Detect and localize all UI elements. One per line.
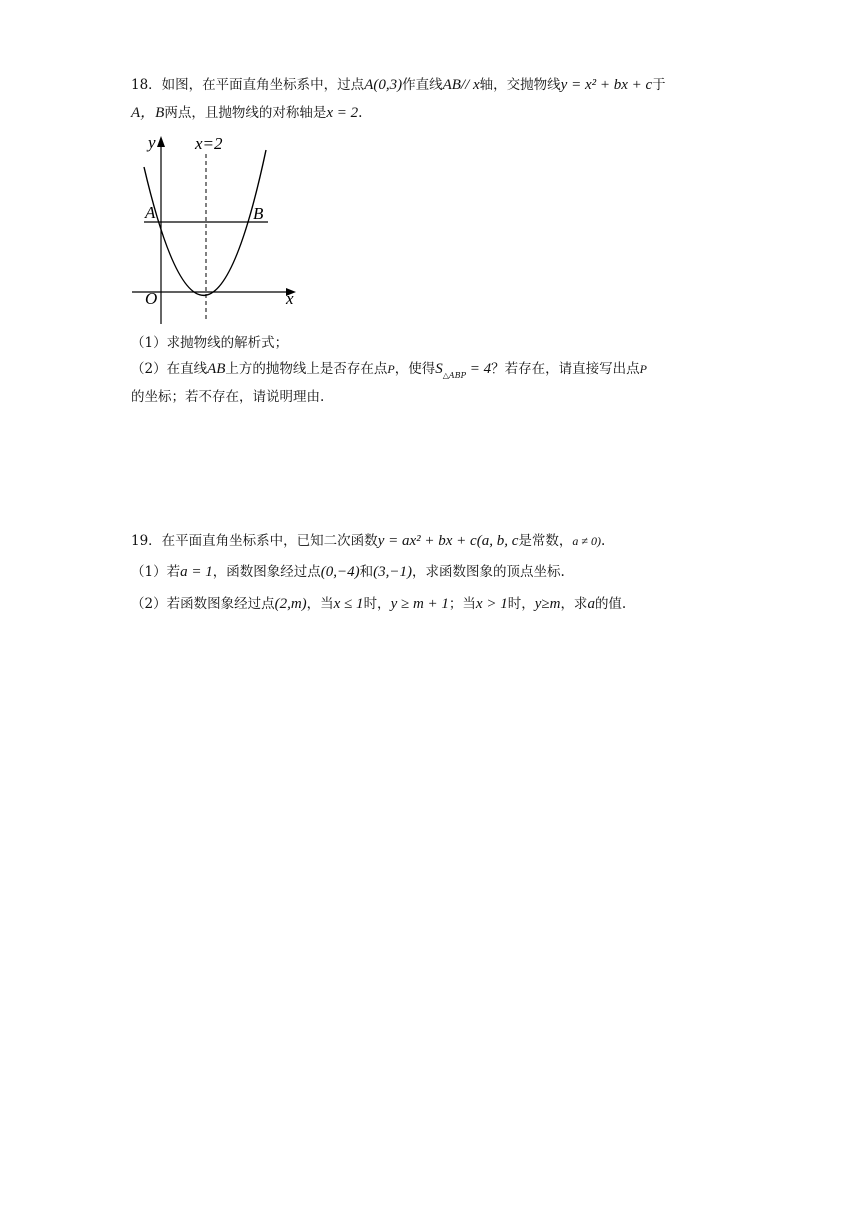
q18-part2-text-c: ，使得 [394,361,436,377]
q19-line1 [131,531,605,551]
q19-part2-text-d: ；当 [448,596,476,612]
q18-part2-line2-text: 的坐标；若不存在，请说明理由. [131,389,325,405]
point-b-label: B [253,204,264,223]
q19-part2 [131,594,626,614]
q19-cond1: x ≤ 1 [333,596,364,612]
q18-text-axis: 轴，交抛物线 [479,77,561,93]
q19-part1-text-c: 和 [359,564,374,580]
q19-cond3: x > 1 [475,596,508,612]
q18-part2-area: S [435,361,443,377]
q18-part2-area-sub: △ABP [442,371,466,380]
q18-part2-ab: AB [207,361,226,377]
q19-part2-text-b: ，当 [306,596,334,612]
q18-part2-point-p: P [387,362,395,376]
q19-point3: (2,m) [274,596,307,612]
origin-label: O [145,289,158,308]
q19-part2-text-e: 时， [507,596,535,612]
q19-consts: a, b, c [481,533,519,549]
q18-text-draw-line: 作直线 [402,77,443,93]
q19-part1 [131,562,565,582]
x-axis-label: x [286,289,294,308]
q18-line1 [131,75,666,95]
q19-part1-text-d: ，求函数图象的顶点坐标. [411,564,565,580]
q18-part2-line2 [131,387,324,407]
q19-line1-end: . [600,533,606,549]
q19-part2-text-c: 时， [363,596,391,612]
q18-part2-text-d: ？若存在，请直接写出点 [491,361,640,377]
q19-cond: a ≠ 0) [572,534,601,548]
q18-parabola-eq: y = x² + bx + c [560,77,653,93]
q19-a-var: a [587,596,595,612]
q18-points-ab: A，B [131,105,165,121]
q18-line2 [131,103,362,123]
q18-part2-text-a: （2）在直线 [131,361,208,377]
q19-paren-open: ( [476,533,482,549]
q18-part2-area-val: = 4 [465,361,492,377]
q19-part2-text-a: （2）若函数图象经过点 [131,596,275,612]
parabola-curve [144,150,266,295]
symmetry-axis-label: x=2 [195,134,223,153]
q18-line-ab: AB// x [442,77,480,93]
q18-line2-end: . [358,105,363,121]
q18-part2-point-p2: P [639,362,647,376]
q19-part1-text-a: （1）若 [131,564,181,580]
q18-axis-eq: x = 2 [326,105,359,121]
q19-point1: (0,−4) [320,564,360,580]
q19-intro-text: 19．在平面直角坐标系中，已知二次函数 [131,533,378,549]
q18-parabola-figure [120,132,320,332]
q18-part2-text-b: 上方的抛物线上是否存在点 [225,361,388,377]
y-axis-arrow-icon [157,136,165,147]
q19-text-consts: 是常数， [518,533,573,549]
q19-cond2: y ≥ m + 1 [390,596,449,612]
q18-part1 [131,333,288,353]
q19-part1-text-b: ，函数图象经过点 [212,564,321,580]
q18-point-a: A(0,3) [364,77,403,93]
q19-part2-text-f: ，求 [560,596,588,612]
q19-cond4: y≥m [534,596,561,612]
q18-part2-line1 [131,359,647,386]
q18-text-yu: 于 [652,77,666,93]
q19-func-eq: y = ax² + bx + c [377,533,477,549]
q19-part1-a-eq: a = 1 [180,564,213,580]
q18-text-sym: 两点，且抛物线的对称轴是 [164,105,327,121]
y-axis-label: y [148,133,156,152]
q18-intro-text: 18．如图，在平面直角坐标系中，过点 [131,77,365,93]
point-a-label: A [145,203,156,222]
q19-part2-text-g: 的值. [594,596,627,612]
q18-part1-text: （1）求抛物线的解析式； [131,335,289,351]
q19-point2: (3,−1) [373,564,412,580]
